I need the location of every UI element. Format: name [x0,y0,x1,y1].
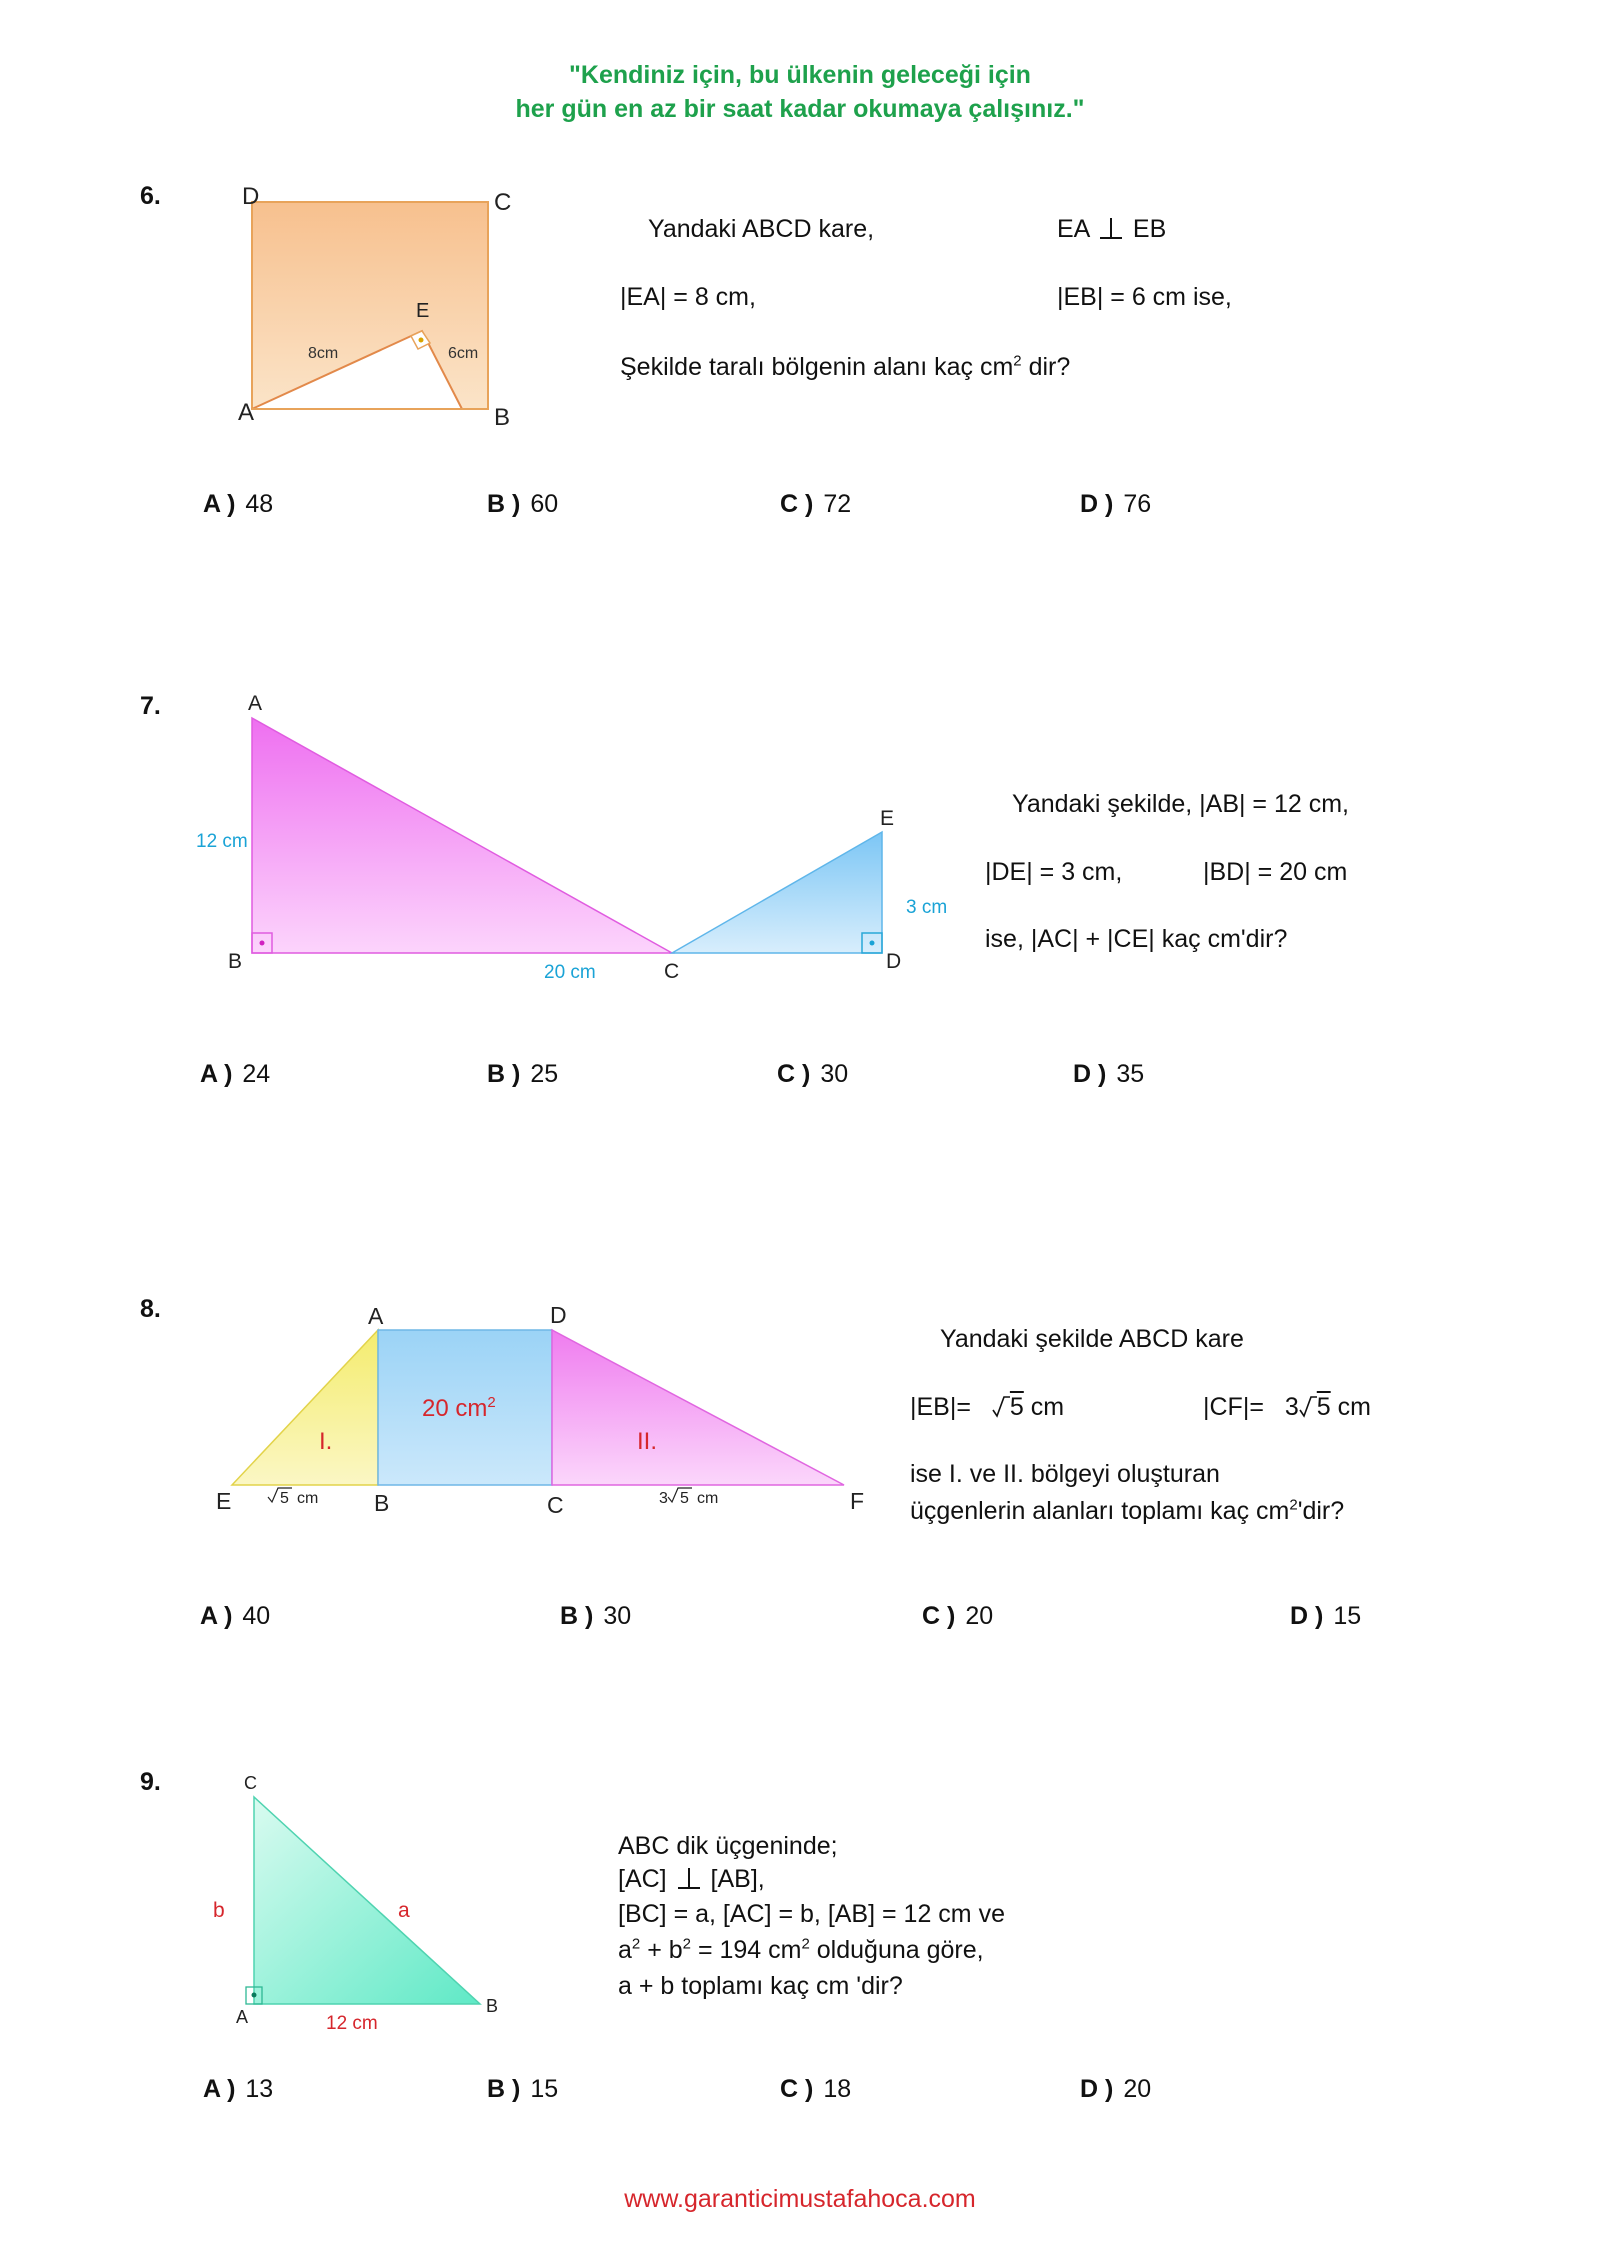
option-letter: B ) [560,1602,594,1630]
q7-option-d[interactable] [1073,1060,1144,1089]
vertex-c: C [664,960,680,983]
q9-question: a + b toplamı kaç cm 'dir? [618,1972,903,2000]
vertex-a: A [236,2007,249,2027]
cf-unit: cm [697,1490,719,1507]
q8-option-c[interactable] [922,1602,993,1631]
option-value: 35 [1116,1060,1145,1088]
q9-option-a[interactable] [203,2075,273,2104]
q6-question-text: Şekilde taralı bölgenin alanı kaç cm [620,353,1014,381]
label-eb: 6cm [448,345,479,362]
option-value: 40 [242,1602,271,1630]
q6-ea: EA [1057,215,1089,243]
eb-root: 5 [280,1490,289,1507]
region-1-label: I. [319,1428,333,1455]
q6-eb: EB [1132,215,1167,243]
q8-eb-label: |EB|= [910,1393,971,1421]
option-value: 18 [823,2075,852,2103]
option-value: 25 [530,1060,559,1088]
q9-sup: 2 [682,1935,691,1953]
motto-line-1: "Kendiniz için, bu ülkenin geleceği için [569,61,1031,89]
q8-cf-label: |CF|= [1203,1393,1264,1421]
square-area-value: 20 cm [422,1395,488,1422]
option-value: 15 [1333,1602,1362,1630]
vertex-b: B [494,404,511,430]
option-letter: A ) [203,490,236,518]
option-value: 60 [530,490,559,518]
q7-option-b[interactable] [487,1060,558,1089]
q9-ab: [AB], [710,1865,765,1893]
option-letter: D ) [1080,490,1114,518]
footer-website-link[interactable]: www.garanticimustafahoca.com [624,2185,976,2213]
question-8-number: 8. [140,1295,161,1323]
q9-value: = 194 cm [691,1936,802,1964]
vertex-b: B [374,1490,390,1516]
option-letter: C ) [780,2075,814,2103]
q6-option-c[interactable] [780,490,851,519]
triangle-cde [672,832,882,953]
side-b-label: b [213,1899,225,1922]
q9-sup: 2 [631,1935,641,1953]
q7-option-a[interactable] [200,1060,270,1089]
q6-line1-left: Yandaki ABCD kare, [648,215,875,243]
sqrt-icon [992,1393,1010,1422]
option-letter: A ) [200,1060,233,1088]
q9-a: a [618,1936,632,1964]
q8-line3: ise I. ve II. bölgeyi oluşturan [910,1460,1220,1488]
vertex-c: C [494,189,512,216]
option-value: 15 [530,2075,559,2103]
q6-question [620,353,1070,382]
q9-b: + b [640,1936,683,1964]
q8-cf-root: 5 [1316,1393,1331,1421]
region-1-triangle [232,1330,378,1485]
vertex-e: E [216,1488,232,1514]
option-value: 48 [245,490,274,518]
option-letter: A ) [203,2075,236,2103]
label-ab: 12 cm [196,831,248,852]
vertex-b: B [228,950,243,973]
q8-question [910,1497,1344,1526]
option-value: 76 [1123,490,1152,518]
square-area-sup: 2 [487,1394,496,1411]
option-letter: D ) [1080,2075,1114,2103]
q8-cf [1203,1393,1371,1422]
q7-line1: Yandaki şekilde, |AB| = 12 cm, [1012,790,1349,818]
sqrt-icon [1299,1393,1317,1422]
q8-question-end: 'dir? [1297,1497,1345,1525]
label-ea: 8cm [308,345,339,362]
side-ab-label: 12 cm [326,2013,378,2034]
q6-line2-right: |EB| = 6 cm ise, [1057,283,1232,311]
option-letter: B ) [487,2075,521,2103]
q8-eb [910,1393,1064,1422]
label-bc: 20 cm [544,962,596,983]
option-letter: A ) [200,1602,233,1630]
perpendicular-icon [674,1866,704,1890]
option-letter: D ) [1290,1602,1324,1630]
q9-option-b[interactable] [487,2075,558,2104]
q6-option-b[interactable] [487,490,558,519]
vertex-e: E [416,300,430,322]
vertex-a: A [368,1303,384,1329]
q8-option-b[interactable] [560,1602,631,1631]
region-2-triangle [552,1330,844,1485]
option-letter: C ) [780,490,814,518]
motto-line-2: her gün en az bir saat kadar okumaya çalışınız." [515,95,1085,123]
region-2-label: II. [637,1428,658,1455]
label-de: 3 cm [906,897,948,918]
question-7-figure [190,680,970,1000]
q7-line2-left: |DE| = 3 cm, [985,858,1123,886]
question-9-number: 9. [140,1768,161,1796]
right-angle-dot [419,338,424,343]
q8-question-text: üçgenlerin alanları toplamı kaç cm [910,1497,1290,1525]
q9-line4-end: olduğuna göre, [809,1936,984,1964]
vertex-a: A [238,399,255,426]
option-value: 13 [245,2075,274,2103]
vertex-c: C [547,1492,564,1518]
option-letter: C ) [777,1060,811,1088]
square-area-label [422,1394,496,1422]
option-letter: C ) [922,1602,956,1630]
q7-question: ise, |AC| + |CE| kaç cm'dir? [985,925,1288,953]
q8-eb-unit: cm [1023,1393,1065,1421]
vertex-d: D [550,1302,567,1328]
q9-line4 [618,1936,984,1965]
q8-option-a[interactable] [200,1602,270,1631]
q8-sup: 2 [1289,1496,1298,1514]
option-value: 20 [1123,2075,1152,2103]
vertex-a: A [248,692,263,715]
question-8-figure [200,1290,900,1530]
shaded-region [252,202,488,409]
vertex-b: B [486,1996,499,2016]
question-6-figure [230,180,530,430]
option-value: 30 [603,1602,632,1630]
option-letter: D ) [1073,1060,1107,1088]
triangle-abc [254,1797,480,2004]
eb-unit: cm [297,1490,319,1507]
option-value: 72 [823,490,852,518]
q8-eb-root: 5 [1009,1393,1024,1421]
q8-line1: Yandaki şekilde ABCD kare [940,1325,1244,1353]
q7-option-c[interactable] [777,1060,848,1089]
q9-sup: 2 [801,1935,810,1953]
vertex-c: C [244,1773,257,1793]
q9-option-c[interactable] [780,2075,851,2104]
cf-root: 5 [680,1490,689,1507]
perpendicular-icon [1096,216,1126,240]
option-value: 20 [965,1602,994,1630]
q6-line2-left: |EA| = 8 cm, [620,283,756,311]
q7-line2-right: |BD| = 20 cm [1203,858,1348,886]
q8-cf-unit: cm [1330,1393,1371,1421]
vertex-d: D [242,183,260,210]
q9-line3: [BC] = a, [AC] = b, [AB] = 12 cm ve [618,1900,1005,1928]
q9-line1: ABC dik üçgeninde; [618,1832,838,1860]
q6-perp-statement [1057,215,1166,244]
option-value: 30 [820,1060,849,1088]
q6-option-a[interactable] [203,490,273,519]
vertex-f: F [850,1488,865,1514]
q6-question-end: dir? [1021,353,1071,381]
q9-line2 [618,1865,765,1894]
option-letter: B ) [487,490,521,518]
q6-option-d[interactable] [1080,490,1151,519]
question-7-number: 7. [140,692,161,720]
cf-coef: 3 [659,1490,668,1507]
q8-option-d[interactable] [1290,1602,1361,1631]
side-a-label: a [398,1899,410,1922]
triangle-abc [252,718,672,953]
q9-ac: [AC] [618,1865,667,1893]
question-6-number: 6. [140,182,161,210]
q9-option-d[interactable] [1080,2075,1151,2104]
q8-cf-coef: 3 [1284,1393,1299,1421]
question-9-figure [200,1765,520,2035]
vertex-d: D [886,950,902,973]
option-value: 24 [242,1060,271,1088]
option-letter: B ) [487,1060,521,1088]
q6-sup: 2 [1013,352,1022,370]
vertex-e: E [880,807,895,830]
